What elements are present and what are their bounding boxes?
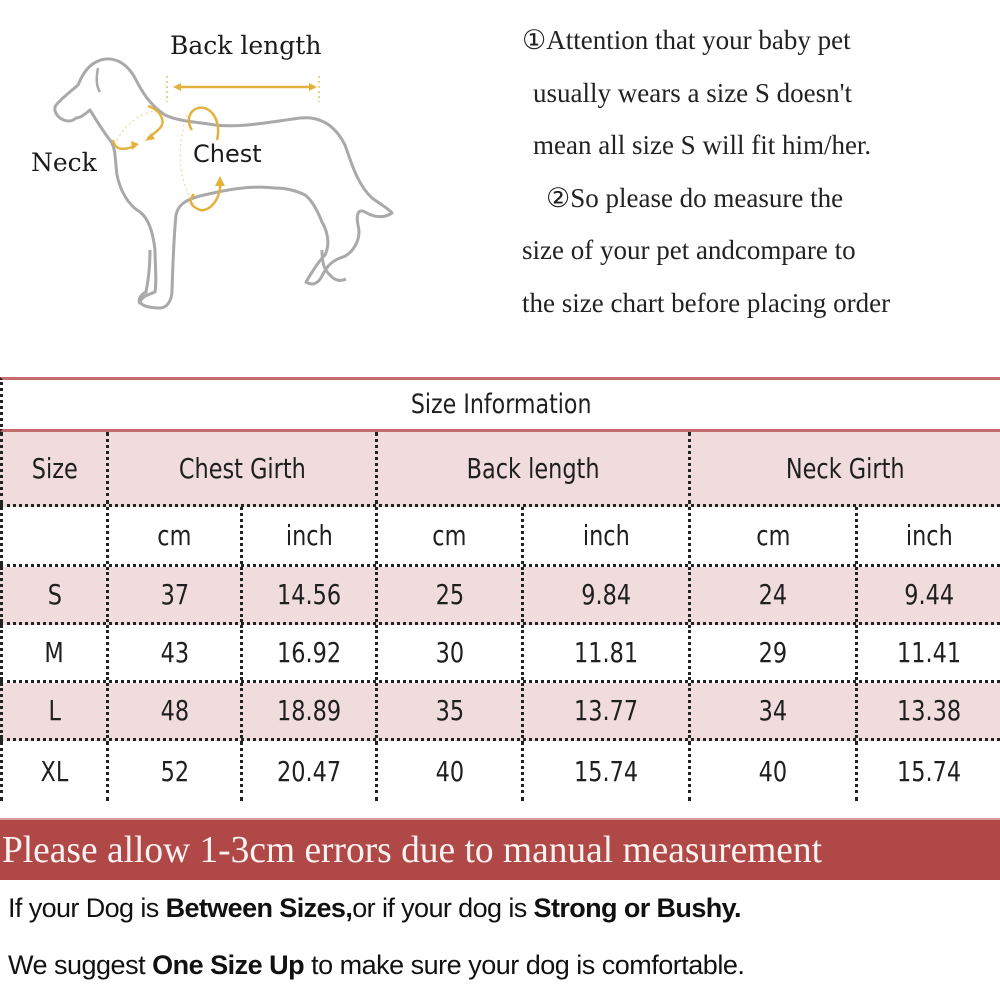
value-cell: 11.81 [521, 625, 688, 680]
unit-cell: inch [521, 507, 688, 564]
unit-cell: inch [240, 507, 375, 564]
unit-cell: inch [855, 507, 1000, 564]
note-line: ②So please do measure the [546, 182, 844, 213]
size-cell: S [0, 567, 106, 622]
value-cell: 25 [375, 567, 521, 622]
value-cell: 14.56 [240, 567, 375, 622]
value-cell: 9.44 [855, 567, 1000, 622]
note-line: ①Attention that your baby pet [522, 25, 851, 55]
advice-emphasis: Between Sizes, [165, 893, 353, 923]
value-cell: 18.89 [240, 683, 375, 738]
advice-text: If your Dog is [8, 893, 166, 923]
advice-emphasis: One Size Up [152, 950, 305, 980]
table-row [0, 567, 1000, 625]
unit-cell: cm [106, 507, 240, 564]
value-cell: 20.47 [240, 741, 375, 801]
note-line: size of your pet andcompare to [522, 235, 856, 265]
neck-arrow-icon [113, 106, 163, 150]
note-line: mean all size S will fit him/her. [533, 130, 872, 160]
value-cell: 11.41 [855, 625, 1000, 680]
unit-cell [0, 507, 106, 564]
advice-text: or if your dog is [352, 893, 534, 923]
value-cell: 13.38 [855, 683, 1000, 738]
size-table [0, 377, 1000, 801]
value-cell: 9.84 [521, 567, 688, 622]
advice-text: to make sure your dog is comfortable. [304, 950, 745, 980]
value-cell: 43 [106, 625, 240, 680]
back-length-arrow-icon [173, 83, 317, 91]
size-cell: M [0, 625, 106, 680]
value-cell: 15.74 [855, 741, 1000, 801]
value-cell: 52 [106, 741, 240, 801]
measurement-error-banner [0, 818, 1000, 880]
header-cell-size: Size [0, 432, 106, 504]
value-cell: 13.77 [521, 683, 688, 738]
back-length-label: Back length [170, 31, 322, 60]
value-cell: 16.92 [240, 625, 375, 680]
value-cell: 48 [106, 683, 240, 738]
table-title-row [0, 377, 1000, 432]
table-row [0, 741, 1000, 801]
header-cell-back-length: Back length [375, 432, 688, 504]
unit-cell: cm [688, 507, 855, 564]
value-cell: 30 [375, 625, 521, 680]
value-cell: 37 [106, 567, 240, 622]
unit-cell: cm [375, 507, 521, 564]
table-header-row [0, 432, 1000, 507]
advice-line-between-sizes [8, 893, 1000, 924]
header-cell-neck-girth: Neck Girth [688, 432, 1000, 504]
advice-emphasis: Strong or Bushy. [533, 893, 741, 923]
banner-text: Please allow 1-3cm errors due to manual measurement [1, 829, 823, 871]
value-cell: 40 [688, 741, 855, 801]
header-cell-chest-girth: Chest Girth [106, 432, 375, 504]
dog-measurement-diagram [0, 0, 420, 330]
size-cell: L [0, 683, 106, 738]
size-cell: XL [0, 741, 106, 801]
table-title: Size Information [411, 389, 592, 420]
measurement-notes [522, 18, 992, 333]
value-cell: 24 [688, 567, 855, 622]
table-row [0, 625, 1000, 683]
value-cell: 40 [375, 741, 521, 801]
advice-text: We suggest [8, 950, 153, 980]
value-cell: 35 [375, 683, 521, 738]
value-cell: 15.74 [521, 741, 688, 801]
advice-line-size-up [8, 950, 1000, 981]
chest-label: Chest [193, 140, 262, 168]
value-cell: 34 [688, 683, 855, 738]
value-cell: 29 [688, 625, 855, 680]
note-line: the size chart before placing order [522, 287, 891, 318]
note-line: usually wears a size S doesn't [533, 77, 853, 108]
table-unit-row [0, 507, 1000, 567]
neck-label: Neck [31, 148, 97, 177]
table-row [0, 683, 1000, 741]
